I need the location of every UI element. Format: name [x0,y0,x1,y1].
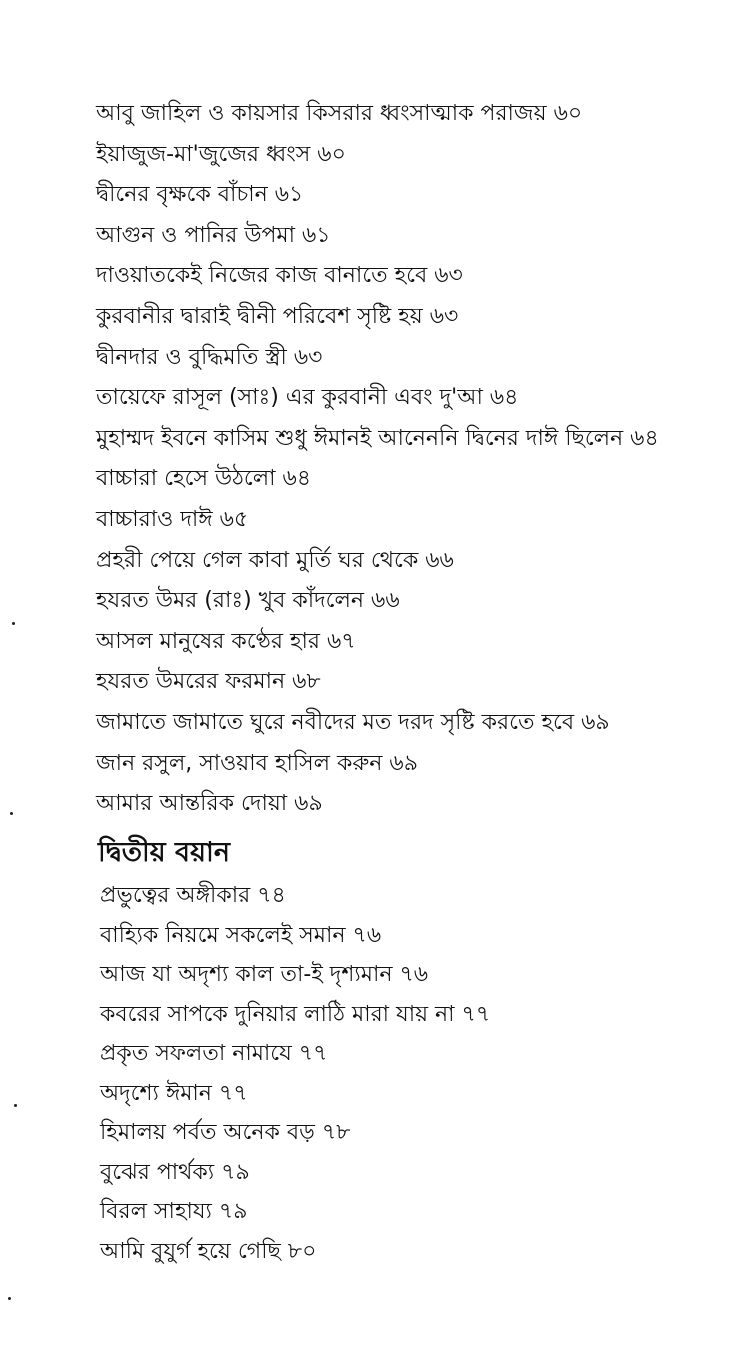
scan-speck [10,812,13,815]
toc-entry: হিমালয় পর্বত অনেক বড় ৭৮ [100,1120,351,1145]
toc-entry: দাওয়াতকেই নিজের কাজ বানাতে হবে ৬৩ [96,263,463,289]
toc-entry: কুরবানীর দ্বারাই দ্বীনী পরিবেশ সৃষ্টি হয় ৬৩ [96,303,459,329]
toc-list-section-1 [96,94,716,825]
toc-entry: বাচ্চারা হেসে উঠলো ৬৪ [96,466,312,492]
toc-entry: বুঝের পার্থক্য ৭৯ [100,1159,250,1185]
toc-entry: বাহ্যিক নিয়মে সকলেই সমান ৭৬ [100,922,382,948]
toc-entry: বিরল সাহায্য ৭৯ [100,1199,248,1224]
toc-entry: আসল মানুষের কণ্ঠের হার ৬৭ [96,628,356,654]
toc-entry: দ্বীনের বৃক্ষকে বাঁচান ৬১ [96,182,304,208]
toc-entry: দ্বীনদার ও বুদ্ধিমতি স্ত্রী ৬৩ [96,344,323,370]
toc-entry: আগুন ও পানির উপমা ৬১ [96,222,331,248]
toc-entry: আমি বুযুর্গ হয়ে গেছি ৮০ [100,1238,317,1264]
toc-entry: অদৃশ্যে ঈমান ৭৭ [100,1080,248,1106]
toc-entry: তায়েফে রাসূল (সাঃ) এর কুরবানী এবং দু'আ ৬৪ [96,385,519,411]
toc-entry: প্রহরী পেয়ে গেল কাবা মুর্তি ঘর থেকে ৬৬ [96,547,454,573]
toc-entry: আমার আন্তরিক দোয়া ৬৯ [96,791,323,817]
toc-entry: প্রকৃত সফলতা নামাযে ৭৭ [100,1041,328,1066]
toc-entry: প্রভুত্বের অঙ্গীকার ৭৪ [100,883,286,908]
toc-entry: মুহাম্মদ ইবনে কাসিম শুধু ঈমানই আনেননি দ্বিনের দাঈ ছিলেন ৬৪ [96,425,659,451]
toc-entry: কবরের সাপকে দুনিয়ার লাঠি মারা যায় না ৭৭ [100,1001,491,1027]
toc-entry: হযরত উমরের ফরমান ৬৮ [96,669,321,695]
toc-list-section-2 [100,876,720,1271]
scan-speck [8,1297,11,1300]
toc-entry: আবু জাহিল ও কায়সার কিসরার ধ্বংসাত্মাক পরাজয় ৬০ [96,101,583,126]
toc-entry: জান রসুল, সাওয়াব হাসিল করুন ৬৯ [96,750,419,776]
scan-speck [12,622,15,625]
toc-entry: হযরত উমর (রাঃ) খুব কাঁদলেন ৬৬ [96,588,400,614]
scan-speck [14,1104,17,1107]
toc-entry: জামাতে জামাতে ঘুরে নবীদের মত দরদ সৃষ্টি করতে হবে ৬৯ [96,709,610,735]
toc-entry: বাচ্চারাও দাঈ ৬৫ [96,506,249,532]
toc-entry: ইয়াজুজ-মা'জুজের ধ্বংস ৬০ [96,141,346,167]
toc-entry: আজ যা অদৃশ্য কাল তা-ই দৃশ্যমান ৭৬ [100,962,429,987]
section-heading: দ্বিতীয় বয়ান [98,837,230,868]
